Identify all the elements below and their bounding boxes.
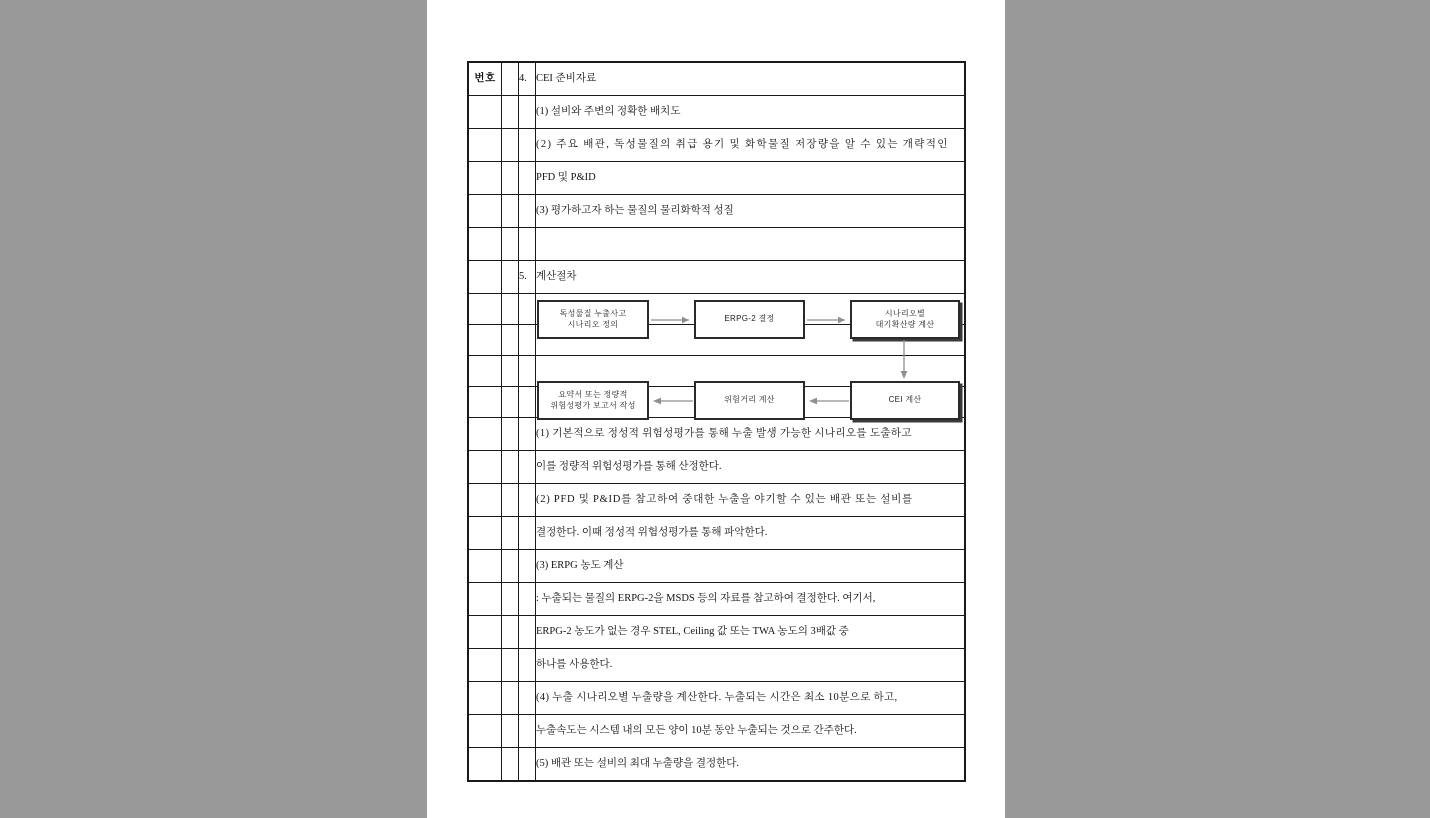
row-section-number-cell: 4. xyxy=(519,63,536,96)
row-number-cell xyxy=(469,162,502,195)
row-content-cell: (1) 기본적으로 정성적 위험성평가를 통해 누출 발생 가능한 시나리오를 도출하고 xyxy=(536,418,965,451)
row-subcolumn-b-cell xyxy=(502,583,519,616)
document-table-body xyxy=(469,63,965,781)
row-section-number-cell xyxy=(519,550,536,583)
row-content-cell: 계산절차 xyxy=(536,261,965,294)
table-row xyxy=(469,715,965,748)
row-subcolumn-b-cell xyxy=(502,451,519,484)
row-section-number-cell xyxy=(519,451,536,484)
table-row xyxy=(469,550,965,583)
row-subcolumn-b-cell xyxy=(502,63,519,96)
row-section-number-cell xyxy=(519,162,536,195)
row-section-number-cell xyxy=(519,325,536,356)
flowchart-arrow-n5-n6 xyxy=(649,392,695,410)
row-section-number-cell xyxy=(519,418,536,451)
row-section-number-cell xyxy=(519,715,536,748)
table-row xyxy=(469,228,965,261)
row-section-number-cell xyxy=(519,616,536,649)
row-content-cell: ERPG-2 농도가 없는 경우 STEL, Ceiling 값 또는 TWA 농도의 3배값 중 xyxy=(536,616,965,649)
row-number-cell xyxy=(469,649,502,682)
row-section-number-cell xyxy=(519,96,536,129)
row-subcolumn-b-cell xyxy=(502,356,519,387)
flowchart-node-n6 xyxy=(537,381,649,420)
row-subcolumn-b-cell xyxy=(502,96,519,129)
flowchart-node-n6-line2: 위험성평가 보고서 작성 xyxy=(550,400,636,410)
flowchart-node-n1 xyxy=(537,300,649,339)
row-subcolumn-b-cell xyxy=(502,387,519,418)
row-number-cell xyxy=(469,228,502,261)
flowchart-node-n3 xyxy=(850,300,960,339)
row-content-cell: (1) 설비와 주변의 정확한 배치도 xyxy=(536,96,965,129)
flowchart-arrow-n1-n2 xyxy=(649,311,695,329)
flowchart-node-n5-line1: 위험거리 계산 xyxy=(724,395,775,405)
row-content-cell xyxy=(536,228,965,261)
flowchart-node-n1-line1: 독성물질 누출사고 xyxy=(559,308,627,318)
row-subcolumn-b-cell xyxy=(502,162,519,195)
row-number-cell xyxy=(469,484,502,517)
row-section-number-cell xyxy=(519,484,536,517)
table-row xyxy=(469,616,965,649)
flowchart-node-n6-line1: 요약서 또는 정량적 xyxy=(558,389,628,399)
row-number-cell xyxy=(469,195,502,228)
table-row xyxy=(469,583,965,616)
row-content-cell: (2) 주요 배관, 독성물질의 취급 용기 및 화학물질 저장량을 알 수 있는 개략적인 xyxy=(536,129,965,162)
table-row xyxy=(469,129,965,162)
row-subcolumn-b-cell xyxy=(502,325,519,356)
table-row xyxy=(469,195,965,228)
row-section-number-cell xyxy=(519,748,536,781)
row-number-cell xyxy=(469,550,502,583)
table-row xyxy=(469,517,965,550)
flowchart-arrow-n4-n5 xyxy=(805,392,851,410)
flowchart-node-n3-line2: 대기확산량 계산 xyxy=(875,319,935,329)
row-subcolumn-b-cell xyxy=(502,484,519,517)
row-section-number-cell xyxy=(519,228,536,261)
row-number-cell xyxy=(469,129,502,162)
row-section-number-cell xyxy=(519,195,536,228)
row-section-number-cell xyxy=(519,682,536,715)
row-number-cell xyxy=(469,356,502,387)
row-subcolumn-b-cell xyxy=(502,715,519,748)
row-section-number-cell xyxy=(519,129,536,162)
row-section-number-cell xyxy=(519,356,536,387)
row-number-cell xyxy=(469,261,502,294)
row-subcolumn-b-cell xyxy=(502,418,519,451)
flowchart-node-n3-line1: 시나리오별 xyxy=(884,308,926,318)
row-subcolumn-b-cell xyxy=(502,748,519,781)
row-number-cell xyxy=(469,294,502,325)
row-number-cell: 번호 xyxy=(469,63,502,96)
row-number-cell xyxy=(469,715,502,748)
table-row xyxy=(469,748,965,781)
row-section-number-cell xyxy=(519,649,536,682)
flowchart-arrow-n3-n4 xyxy=(895,339,913,383)
table-row xyxy=(469,162,965,195)
row-content-cell: : 누출되는 물질의 ERPG-2을 MSDS 등의 자료를 참고하여 결정한다. 여기서, xyxy=(536,583,965,616)
row-subcolumn-b-cell xyxy=(502,616,519,649)
table-row xyxy=(469,682,965,715)
row-number-cell xyxy=(469,517,502,550)
flowchart-node-n2 xyxy=(694,300,805,339)
row-content-cell: (3) 평가하고자 하는 물질의 물리화학적 성질 xyxy=(536,195,965,228)
table-row xyxy=(469,649,965,682)
table-row xyxy=(469,418,965,451)
row-number-cell xyxy=(469,451,502,484)
row-section-number-cell xyxy=(519,517,536,550)
row-number-cell xyxy=(469,325,502,356)
row-section-number-cell xyxy=(519,387,536,418)
row-number-cell xyxy=(469,682,502,715)
row-content-cell: (3) ERPG 농도 계산 xyxy=(536,550,965,583)
row-section-number-cell xyxy=(519,583,536,616)
row-subcolumn-b-cell xyxy=(502,649,519,682)
flowchart-node-n2-line1: ERPG-2 결정 xyxy=(724,314,775,324)
row-number-cell xyxy=(469,418,502,451)
table-row xyxy=(469,451,965,484)
row-number-cell xyxy=(469,387,502,418)
table-row xyxy=(469,63,965,96)
row-section-number-cell: 5. xyxy=(519,261,536,294)
row-number-cell xyxy=(469,616,502,649)
row-content-cell: (2) PFD 및 P&ID를 참고하여 중대한 누출을 야기할 수 있는 배관 또는 설비를 xyxy=(536,484,965,517)
table-row xyxy=(469,261,965,294)
row-content-cell: 하나를 사용한다. xyxy=(536,649,965,682)
row-subcolumn-b-cell xyxy=(502,517,519,550)
row-subcolumn-b-cell xyxy=(502,682,519,715)
row-content-cell: CEI 준비자료 xyxy=(536,63,965,96)
row-number-cell xyxy=(469,748,502,781)
table-row xyxy=(469,484,965,517)
row-content-cell: PFD 및 P&ID xyxy=(536,162,965,195)
row-content-cell: 결정한다. 이때 정성적 위험성평가를 통해 파악한다. xyxy=(536,517,965,550)
row-subcolumn-b-cell xyxy=(502,129,519,162)
row-number-cell xyxy=(469,583,502,616)
flowchart-node-n4-line1: CEI 계산 xyxy=(888,395,922,405)
row-content-cell: (4) 누출 시나리오별 누출량을 계산한다. 누출되는 시간은 최소 10분으로 하고, xyxy=(536,682,965,715)
document-page-sheet xyxy=(427,0,1005,818)
row-section-number-cell xyxy=(519,294,536,325)
document-table xyxy=(468,62,965,781)
flowchart-node-n5 xyxy=(694,381,805,420)
row-subcolumn-b-cell xyxy=(502,195,519,228)
flowchart-node-n4 xyxy=(850,381,960,420)
row-subcolumn-b-cell xyxy=(502,294,519,325)
row-subcolumn-b-cell xyxy=(502,228,519,261)
row-content-cell: (5) 배관 또는 설비의 최대 누출량을 결정한다. xyxy=(536,748,965,781)
row-content-cell: 누출속도는 시스템 내의 모든 양이 10분 동안 누출되는 것으로 간주한다. xyxy=(536,715,965,748)
row-number-cell xyxy=(469,96,502,129)
flowchart-node-n1-line2: 시나리오 정의 xyxy=(567,319,619,329)
table-row xyxy=(469,96,965,129)
flowchart-arrow-n2-n3 xyxy=(805,311,851,329)
row-subcolumn-b-cell xyxy=(502,550,519,583)
row-subcolumn-b-cell xyxy=(502,261,519,294)
row-content-cell: 이를 정량적 위험성평가를 통해 산정한다. xyxy=(536,451,965,484)
